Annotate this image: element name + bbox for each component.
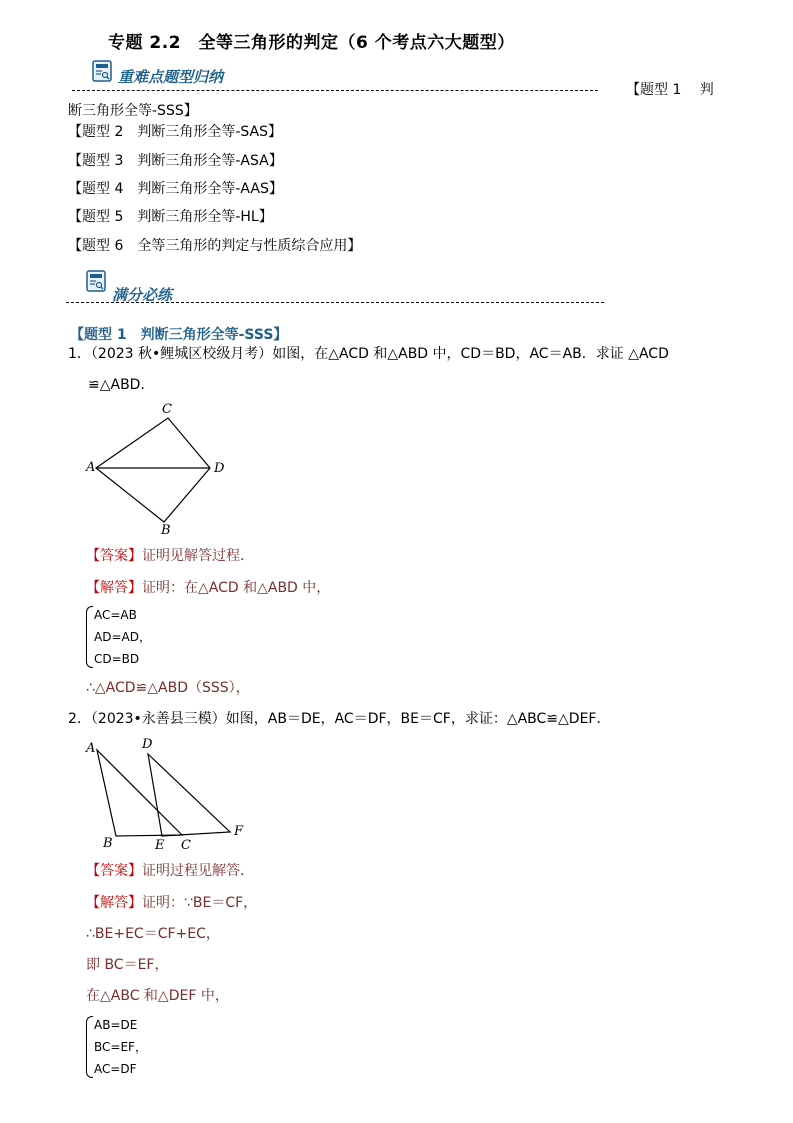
solution-step: 即 BC＝EF， xyxy=(86,957,169,973)
answer-tag: 【答案】 xyxy=(86,548,142,564)
category-item-1-part-b[interactable]: 断三角形全等-SSS】 xyxy=(68,103,198,119)
figure-two-triangles xyxy=(84,736,254,851)
problem-1-text-cont: ≌△ABD． xyxy=(88,377,155,393)
problem-1-text: 1．（2023 秋•鲤城区校级月考）如图，在△ACD 和△ABD 中，CD＝BD，AC＝AB．求证 △ACD xyxy=(68,346,669,362)
document-search-icon xyxy=(92,60,112,82)
category-item-6[interactable]: 【题型 6 全等三角形的判定与性质综合应用】 xyxy=(68,238,362,254)
category-item-4[interactable]: 【题型 4 判断三角形全等-AAS】 xyxy=(68,181,283,197)
category-item-5[interactable]: 【题型 5 判断三角形全等-HL】 xyxy=(68,209,273,225)
kite-outline xyxy=(96,418,210,522)
answer-line xyxy=(86,546,254,566)
point-label-e: E xyxy=(155,838,165,853)
answer-text: 证明见解答过程． xyxy=(142,548,254,564)
section-divider xyxy=(72,90,598,91)
type-heading: 【题型 1 判断三角形全等-SSS】 xyxy=(70,327,288,343)
solution-text: 证明：∵BE＝CF， xyxy=(142,895,258,911)
point-label-f: F xyxy=(234,824,244,839)
category-item-3[interactable]: 【题型 3 判断三角形全等-ASA】 xyxy=(68,153,283,169)
solution-line xyxy=(86,893,257,913)
point-label-a: A xyxy=(86,741,96,756)
conclusion-line: ∴△ACD≌△ABD（SSS）， xyxy=(86,680,250,696)
category-item-2[interactable]: 【题型 2 判断三角形全等-SAS】 xyxy=(68,124,283,140)
point-label-c: C xyxy=(162,402,172,417)
solution-tag: 【解答】 xyxy=(86,895,142,911)
condition: AB=DE xyxy=(94,1018,138,1032)
solution-text: 证明：在△ACD 和△ABD 中， xyxy=(142,580,331,596)
condition: CD=BD xyxy=(94,652,140,666)
point-label-c: C xyxy=(181,838,191,853)
document-search-icon xyxy=(86,270,106,292)
category-item-1-part-a[interactable]: 【题型 1 判 xyxy=(626,82,714,98)
condition: AC=DF xyxy=(94,1062,137,1076)
solution-tag: 【解答】 xyxy=(86,580,142,596)
solution-line xyxy=(86,578,330,598)
point-label-b: B xyxy=(161,523,171,538)
section-heading-practice: 满分必练 xyxy=(112,286,173,304)
page-title: 专题 2.2 全等三角形的判定（6 个考点六大题型） xyxy=(108,33,515,53)
section-divider xyxy=(66,302,604,303)
brace-symbol xyxy=(86,1016,93,1078)
triangle-abc xyxy=(97,750,182,836)
solution-step: ∴BE+EC＝CF+EC， xyxy=(86,926,220,942)
condition: AD=AD， xyxy=(94,630,151,644)
problem-2-text: 2．（2023•永善县三模）如图，AB＝DE，AC＝DF，BE＝CF，求证：△ABC≌△DEF． xyxy=(68,711,611,727)
point-label-a: A xyxy=(86,460,96,475)
answer-line xyxy=(86,861,254,881)
brace-conditions xyxy=(94,1014,147,1080)
point-label-b: B xyxy=(103,836,113,851)
point-label-d: D xyxy=(214,461,225,476)
section-heading-key-types: 重难点题型归纳 xyxy=(118,68,224,86)
answer-text: 证明过程见解答． xyxy=(142,863,254,879)
condition: BC=EF， xyxy=(94,1040,147,1054)
point-label-d: D xyxy=(142,737,153,752)
brace-conditions xyxy=(94,604,151,670)
solution-step: 在△ABC 和△DEF 中， xyxy=(86,988,229,1004)
brace-symbol xyxy=(86,606,93,668)
answer-tag: 【答案】 xyxy=(86,863,142,879)
condition: AC=AB xyxy=(94,608,137,622)
triangle-def xyxy=(148,754,230,836)
